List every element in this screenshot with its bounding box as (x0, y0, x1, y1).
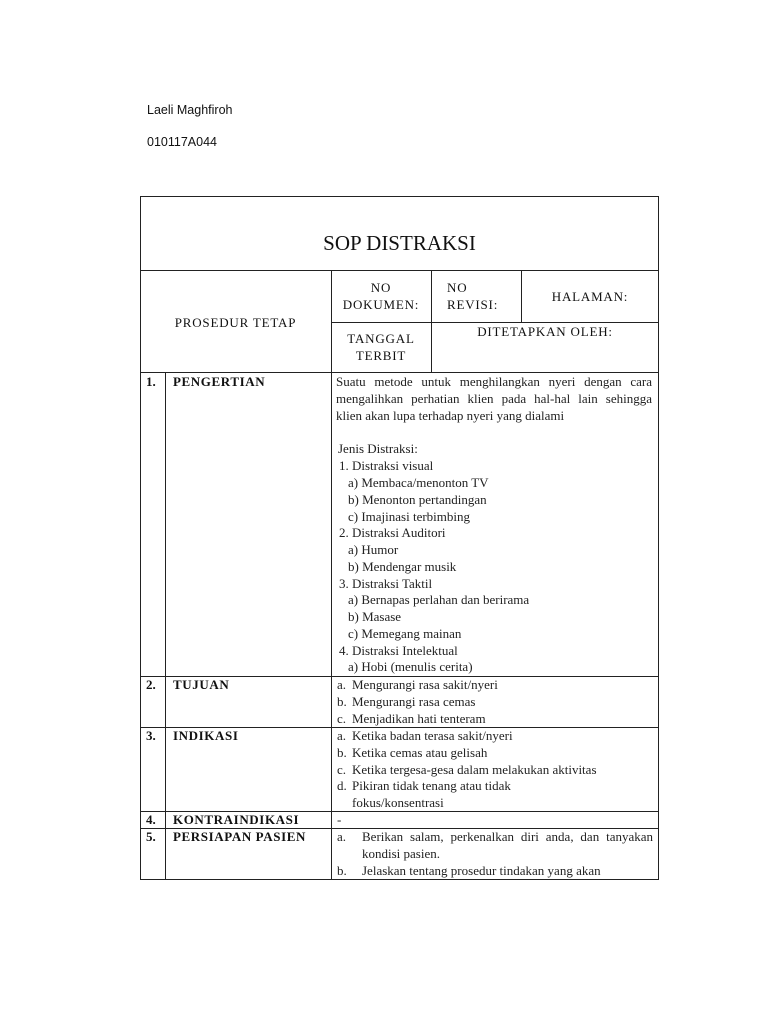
types-label: Jenis Distraksi: (338, 441, 418, 456)
procedure-label: PROSEDUR TETAP (174, 315, 297, 330)
type-item: a) Membaca/menonton TV (348, 475, 489, 490)
type-item: b) Masase (348, 609, 402, 624)
section-title-kontraindikasi: KONTRAINDIKASI (173, 812, 300, 827)
list-item: c. Ketika tergesa-gesa dalam melakukan aktivitas (337, 761, 597, 777)
goals-list (337, 677, 655, 727)
doc-number-label: NO DOKUMEN: (342, 280, 420, 312)
approved-by-label: DITETAPKAN OLEH: (477, 324, 613, 339)
definition-text: Suatu metode untuk menghilangkan nyeri dengan cara mengalihkan perhatian klien pada hal-hal lain sehingga klien akan lupa terhadap nyeri yang dialami (336, 374, 652, 423)
type-heading: 4. Distraksi Intelektual (339, 643, 458, 658)
list-item: a. Berikan salam, perkenalkan diri anda, dan tanyakan kondisi pasien. (337, 829, 653, 861)
section-number: 2. (146, 677, 156, 692)
type-item: b) Mendengar musik (348, 559, 457, 574)
author-name: Laeli Maghfiroh (147, 103, 233, 117)
section-title-tujuan: TUJUAN (173, 677, 230, 692)
type-item: c) Memegang mainan (348, 626, 462, 641)
document-title: SOP DISTRAKSI (323, 231, 476, 255)
type-item: a) Humor (348, 542, 399, 557)
list-item: d. Pikiran tidak tenang atau tidak fokus/konsentrasi (337, 778, 511, 811)
section-number: 1. (146, 374, 156, 389)
rule-header-bottom (140, 372, 659, 373)
section-number: 4. (146, 812, 156, 827)
section-number: 3. (146, 728, 156, 743)
list-item: b. Mengurangi rasa cemas (337, 693, 476, 709)
list-item: c. Menjadikan hati tenteram (337, 710, 486, 726)
list-item: b. Ketika cemas atau gelisah (337, 744, 488, 760)
type-item: c) Imajinasi terbimbing (348, 509, 471, 524)
contraindication-value: - (337, 812, 342, 827)
patient-preparation-list (337, 829, 653, 879)
section-title-indikasi: INDIKASI (173, 728, 239, 743)
page-label: HALAMAN: (551, 289, 629, 304)
indications-list (337, 728, 655, 812)
type-item: a) Bernapas perlahan dan berirama (348, 592, 530, 607)
type-item: b) Menonton pertandingan (348, 492, 487, 507)
section-title-persiapan-pasien: PERSIAPAN PASIEN (173, 829, 306, 844)
type-heading: 1. Distraksi visual (339, 458, 434, 473)
section-number: 5. (146, 829, 156, 844)
revision-number-label: NO REVISI: (447, 280, 499, 312)
list-item: a. Ketika badan terasa sakit/nyeri (337, 728, 513, 743)
type-heading: 3. Distraksi Taktil (339, 576, 433, 591)
issue-date-label: TANGGAL TERBIT (347, 331, 415, 363)
rule-title-bottom (140, 270, 659, 271)
type-item: a) Hobi (menulis cerita) (348, 659, 473, 674)
list-item: b. Jelaskan tentang prosedur tindakan yang akan (337, 862, 601, 878)
type-heading: 2. Distraksi Auditori (339, 525, 446, 540)
rule-col-number (165, 372, 166, 880)
list-item: a. Mengurangi rasa sakit/nyeri (337, 677, 498, 692)
section-title-pengertian: PENGERTIAN (173, 374, 266, 389)
author-id: 010117A044 (147, 135, 217, 149)
